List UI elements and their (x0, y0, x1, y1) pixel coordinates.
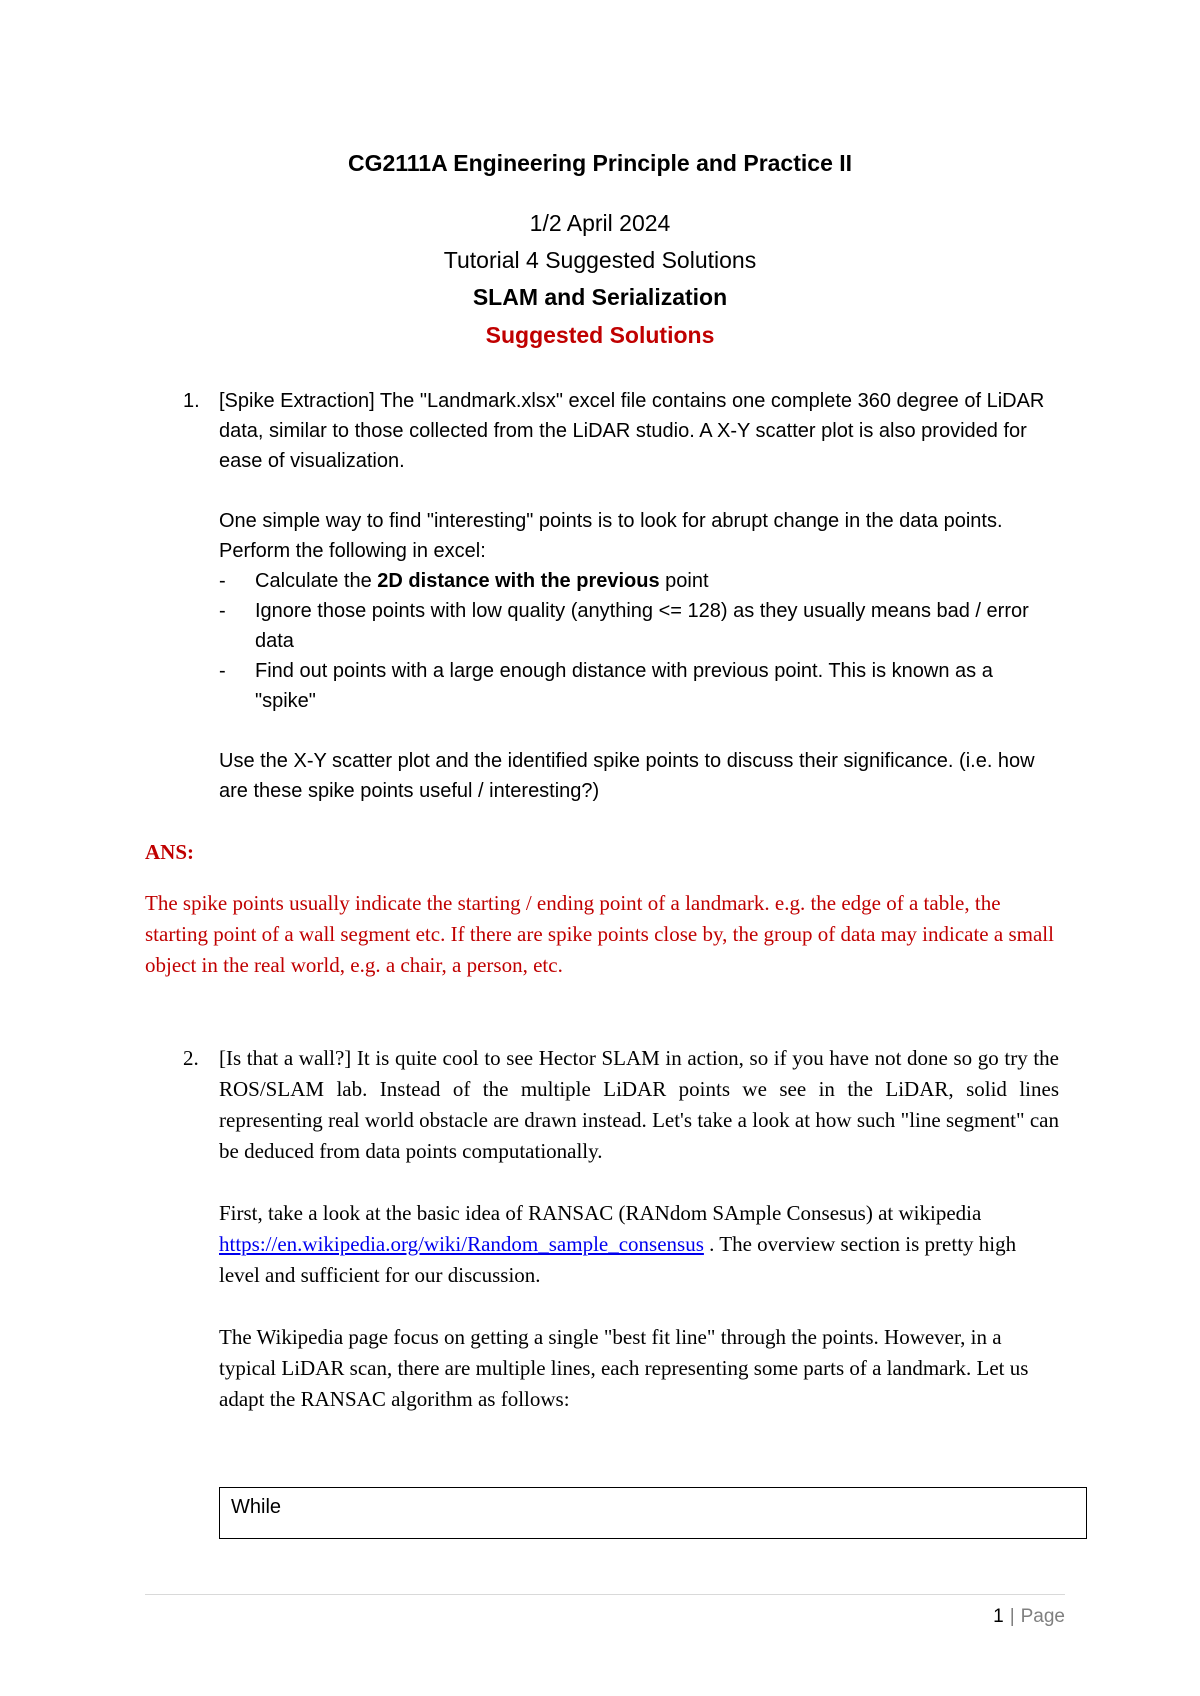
question-2-adapt-paragraph: The Wikipedia page focus on getting a single "best fit line" through the points. However, in a typical LiDAR scan, there are multiple lines, each representing some parts of a landmark. Let us adapt the RANSAC algorithm as follows: (219, 1325, 1029, 1411)
bullet-dash: - (219, 660, 226, 682)
step-emphasis: 2D distance with the previous (377, 570, 660, 592)
pseudocode-while: While (231, 1496, 282, 1518)
bullet-dash: - (219, 570, 226, 592)
paragraph-text: First, take a look at the basic idea of RANSAC (RANdom SAmple Consesus) at wikipedia (219, 1201, 982, 1225)
question-2-number: 2. (183, 1046, 199, 1070)
tutorial-subtitle: Tutorial 4 Suggested Solutions (443, 247, 757, 273)
solutions-heading: Suggested Solutions (485, 322, 715, 348)
tutorial-topic: SLAM and Serialization (472, 284, 728, 310)
tutorial-date: 1/2 April 2024 (529, 210, 671, 236)
answer-text: The spike points usually indicate the starting / ending point of a landmark. e.g. the edge of a table, the starting point of a wall segment etc. If there are spike points close by, the group of data may indicate a small object in the real world, e.g. a chair, a person, etc. (145, 891, 1054, 977)
question-1-instructions: One simple way to find "interesting" points is to look for abrupt change in the data points. Perform the following in excel: (219, 510, 1003, 562)
question-1-discussion: Use the X-Y scatter plot and the identified spike points to discuss their significance. (i.e. how are these spike points useful / interesting?) (219, 750, 1035, 802)
step-text: point (659, 570, 709, 592)
answer-label: ANS: (145, 840, 195, 864)
question-1-number: 1. (183, 390, 200, 412)
question-1-steps (219, 566, 1049, 716)
footer-divider (145, 1594, 1065, 1595)
question-1-intro: [Spike Extraction] The "Landmark.xlsx" excel file contains one complete 360 degree of LiDAR data, similar to those collected from the LiDAR studio. A X-Y scatter plot is also provided for ease of visualization. (219, 390, 1045, 472)
pseudocode-box (219, 1487, 1087, 1539)
paragraph-text: . The overview section is pretty high level and sufficient for our discussion. (219, 1232, 1017, 1287)
step-item (219, 566, 1049, 596)
bullet-dash: - (219, 600, 226, 622)
wikipedia-link[interactable]: https://en.wikipedia.org/wiki/Random_sample_consensus (219, 1232, 704, 1256)
question-1 (219, 386, 1049, 836)
step-item (219, 596, 1049, 656)
page-label: Page (1020, 1606, 1065, 1627)
question-2-ransac-paragraph (219, 1198, 1059, 1291)
footer-separator: | (1009, 1606, 1015, 1627)
page-footer (993, 1606, 1065, 1628)
question-2 (219, 1043, 1059, 1446)
question-2-intro: [Is that a wall?] It is quite cool to see Hector SLAM in action, so if you have not done so go try the ROS/SLAM lab. Instead of the multiple LiDAR points we see in the LiDAR, solid lines representing real world obstacle are drawn instead. Let's take a look at how such "line segment" can be deduced from data points computationally. (219, 1046, 1059, 1163)
step-text: Ignore those points with low quality (anything <= 128) as they usually means bad / error data (255, 600, 1029, 652)
step-item (219, 656, 1049, 716)
step-text: Find out points with a large enough distance with previous point. This is known as a "spike" (255, 660, 993, 712)
page-number: 1 (993, 1606, 1004, 1627)
course-title: CG2111A Engineering Principle and Practice II (347, 150, 853, 176)
step-text: Calculate the (255, 570, 378, 592)
